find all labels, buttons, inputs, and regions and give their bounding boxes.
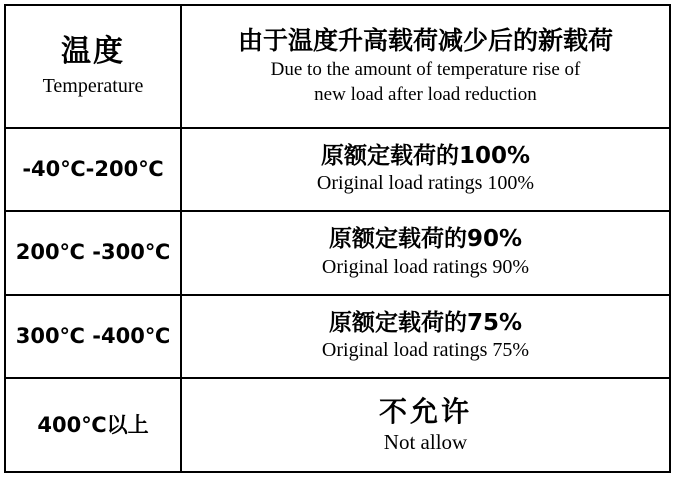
header-new-load-english-line2: new load after load reduction [314,84,537,106]
header-new-load-chinese: 由于温度升高载荷减少后的新载荷 [237,25,613,55]
load-rating-chinese: 原额定载荷的100% [320,142,531,169]
load-rating-chinese: 原额定载荷的90% [328,226,523,253]
header-new-load-english-line1: Due to the amount of temperature rise of [270,58,581,80]
temperature-range-cell [5,128,181,212]
load-rating-cell [181,378,670,472]
header-cell-temperature [5,5,181,128]
table-row [5,295,670,379]
temperature-load-table-page [0,4,673,481]
temperature-range-cell [5,295,181,379]
temperature-derating-table [4,4,671,473]
load-rating-chinese: 原额定载荷的75% [328,309,523,336]
temperature-range-value: 400℃以上 [37,412,149,437]
temperature-range-value: 300℃ -400℃ [15,323,171,348]
load-rating-cell [181,128,670,212]
load-rating-english: Original load ratings 100% [316,172,535,195]
load-rating-cell [181,211,670,295]
temperature-range-cell [5,378,181,472]
load-rating-cell [181,295,670,379]
load-rating-english: Original load ratings 75% [321,339,530,362]
temperature-range-value: -40℃-200℃ [22,156,164,181]
temperature-range-cell [5,211,181,295]
header-temperature-chinese: 温度 [61,34,125,70]
table-row [5,128,670,212]
table-header-row [5,5,670,128]
table-row [5,378,670,472]
load-rating-english: Not allow [383,430,468,455]
load-rating-english: Original load ratings 90% [321,255,530,278]
table-row [5,211,670,295]
temperature-range-value: 200℃ -300℃ [15,240,171,265]
load-rating-chinese: 不允许 [378,394,472,428]
header-cell-new-load [181,5,670,128]
header-temperature-english: Temperature [42,74,144,97]
